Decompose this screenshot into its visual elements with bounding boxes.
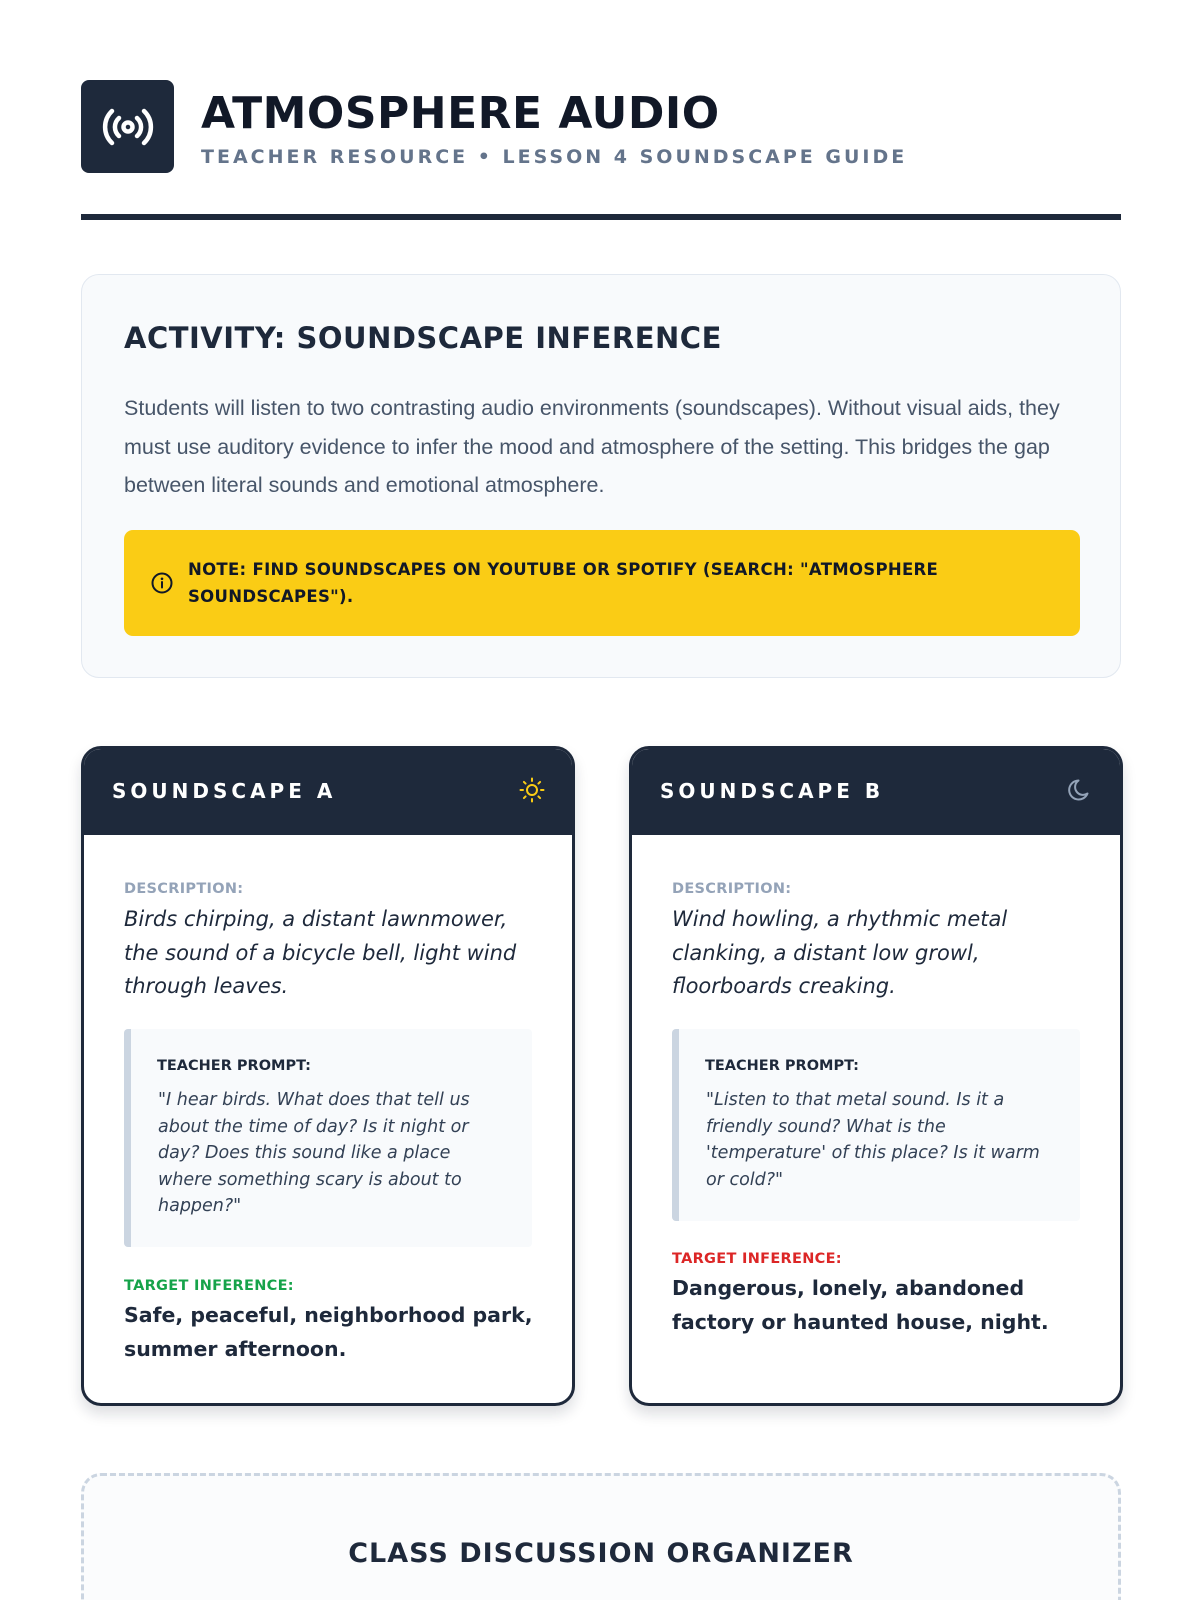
target-inference-text: Safe, peaceful, neighborhood park, summer afternoon.	[124, 1303, 533, 1361]
soundscape-card-a	[81, 746, 575, 1406]
teacher-prompt-text: "I hear birds. What does that tell us about the time of day? Is it night or day? Does this sound like a place where something scary is about to happen?"	[158, 1090, 470, 1216]
card-header	[84, 749, 572, 835]
card-title: SOUNDSCAPE B	[660, 779, 885, 803]
page-header	[81, 80, 1121, 220]
discussion-organizer	[81, 1473, 1121, 1600]
teacher-prompt-label: TEACHER PROMPT:	[157, 1058, 311, 1074]
activity-title: ACTIVITY: SOUNDSCAPE INFERENCE	[124, 321, 722, 355]
description-label: DESCRIPTION:	[672, 881, 792, 897]
teacher-prompt-box	[124, 1029, 532, 1247]
note-text: NOTE: FIND SOUNDSCAPES ON YOUTUBE OR SPOTIFY (SEARCH: "ATMOSPHERE SOUNDSCAPES").	[188, 560, 939, 606]
activity-description: Students will listen to two contrasting audio environments (soundscapes). Without visual aids, they must use auditory evidence to infer the mood and atmosphere of the setting. This bridges the gap between literal sounds and emotional atmosphere.	[124, 396, 1060, 497]
teacher-prompt-text: "Listen to that metal sound. Is it a friendly sound? What is the 'temperature' of this place? Is it warm or cold?"	[706, 1090, 1040, 1190]
logo	[81, 80, 174, 173]
teacher-prompt-box	[672, 1029, 1080, 1221]
page-title: ATMOSPHERE AUDIO	[201, 88, 720, 139]
activity-panel	[81, 274, 1121, 678]
broadcast-icon	[100, 105, 156, 149]
info-icon	[151, 572, 173, 594]
sun-icon	[518, 776, 546, 804]
discussion-title: CLASS DISCUSSION ORGANIZER	[348, 1538, 854, 1569]
moon-icon	[1066, 776, 1094, 804]
teacher-prompt-label: TEACHER PROMPT:	[705, 1058, 859, 1074]
description-label: DESCRIPTION:	[124, 881, 244, 897]
description-text: Wind howling, a rhythmic metal clanking, a distant low growl, floorboards creaking.	[672, 907, 1008, 998]
target-inference-text: Dangerous, lonely, abandoned factory or haunted house, night.	[672, 1276, 1049, 1334]
header-divider	[81, 214, 1121, 220]
note-banner	[124, 530, 1080, 636]
card-header	[632, 749, 1120, 835]
card-title: SOUNDSCAPE A	[112, 779, 337, 803]
soundscape-card-b	[629, 746, 1123, 1406]
page-subtitle: TEACHER RESOURCE • LESSON 4 SOUNDSCAPE GUIDE	[201, 146, 908, 168]
target-inference-label: TARGET INFERENCE:	[672, 1251, 842, 1267]
description-text: Birds chirping, a distant lawnmower, the sound of a bicycle bell, light wind through leaves.	[124, 907, 517, 998]
target-inference-label: TARGET INFERENCE:	[124, 1278, 294, 1294]
